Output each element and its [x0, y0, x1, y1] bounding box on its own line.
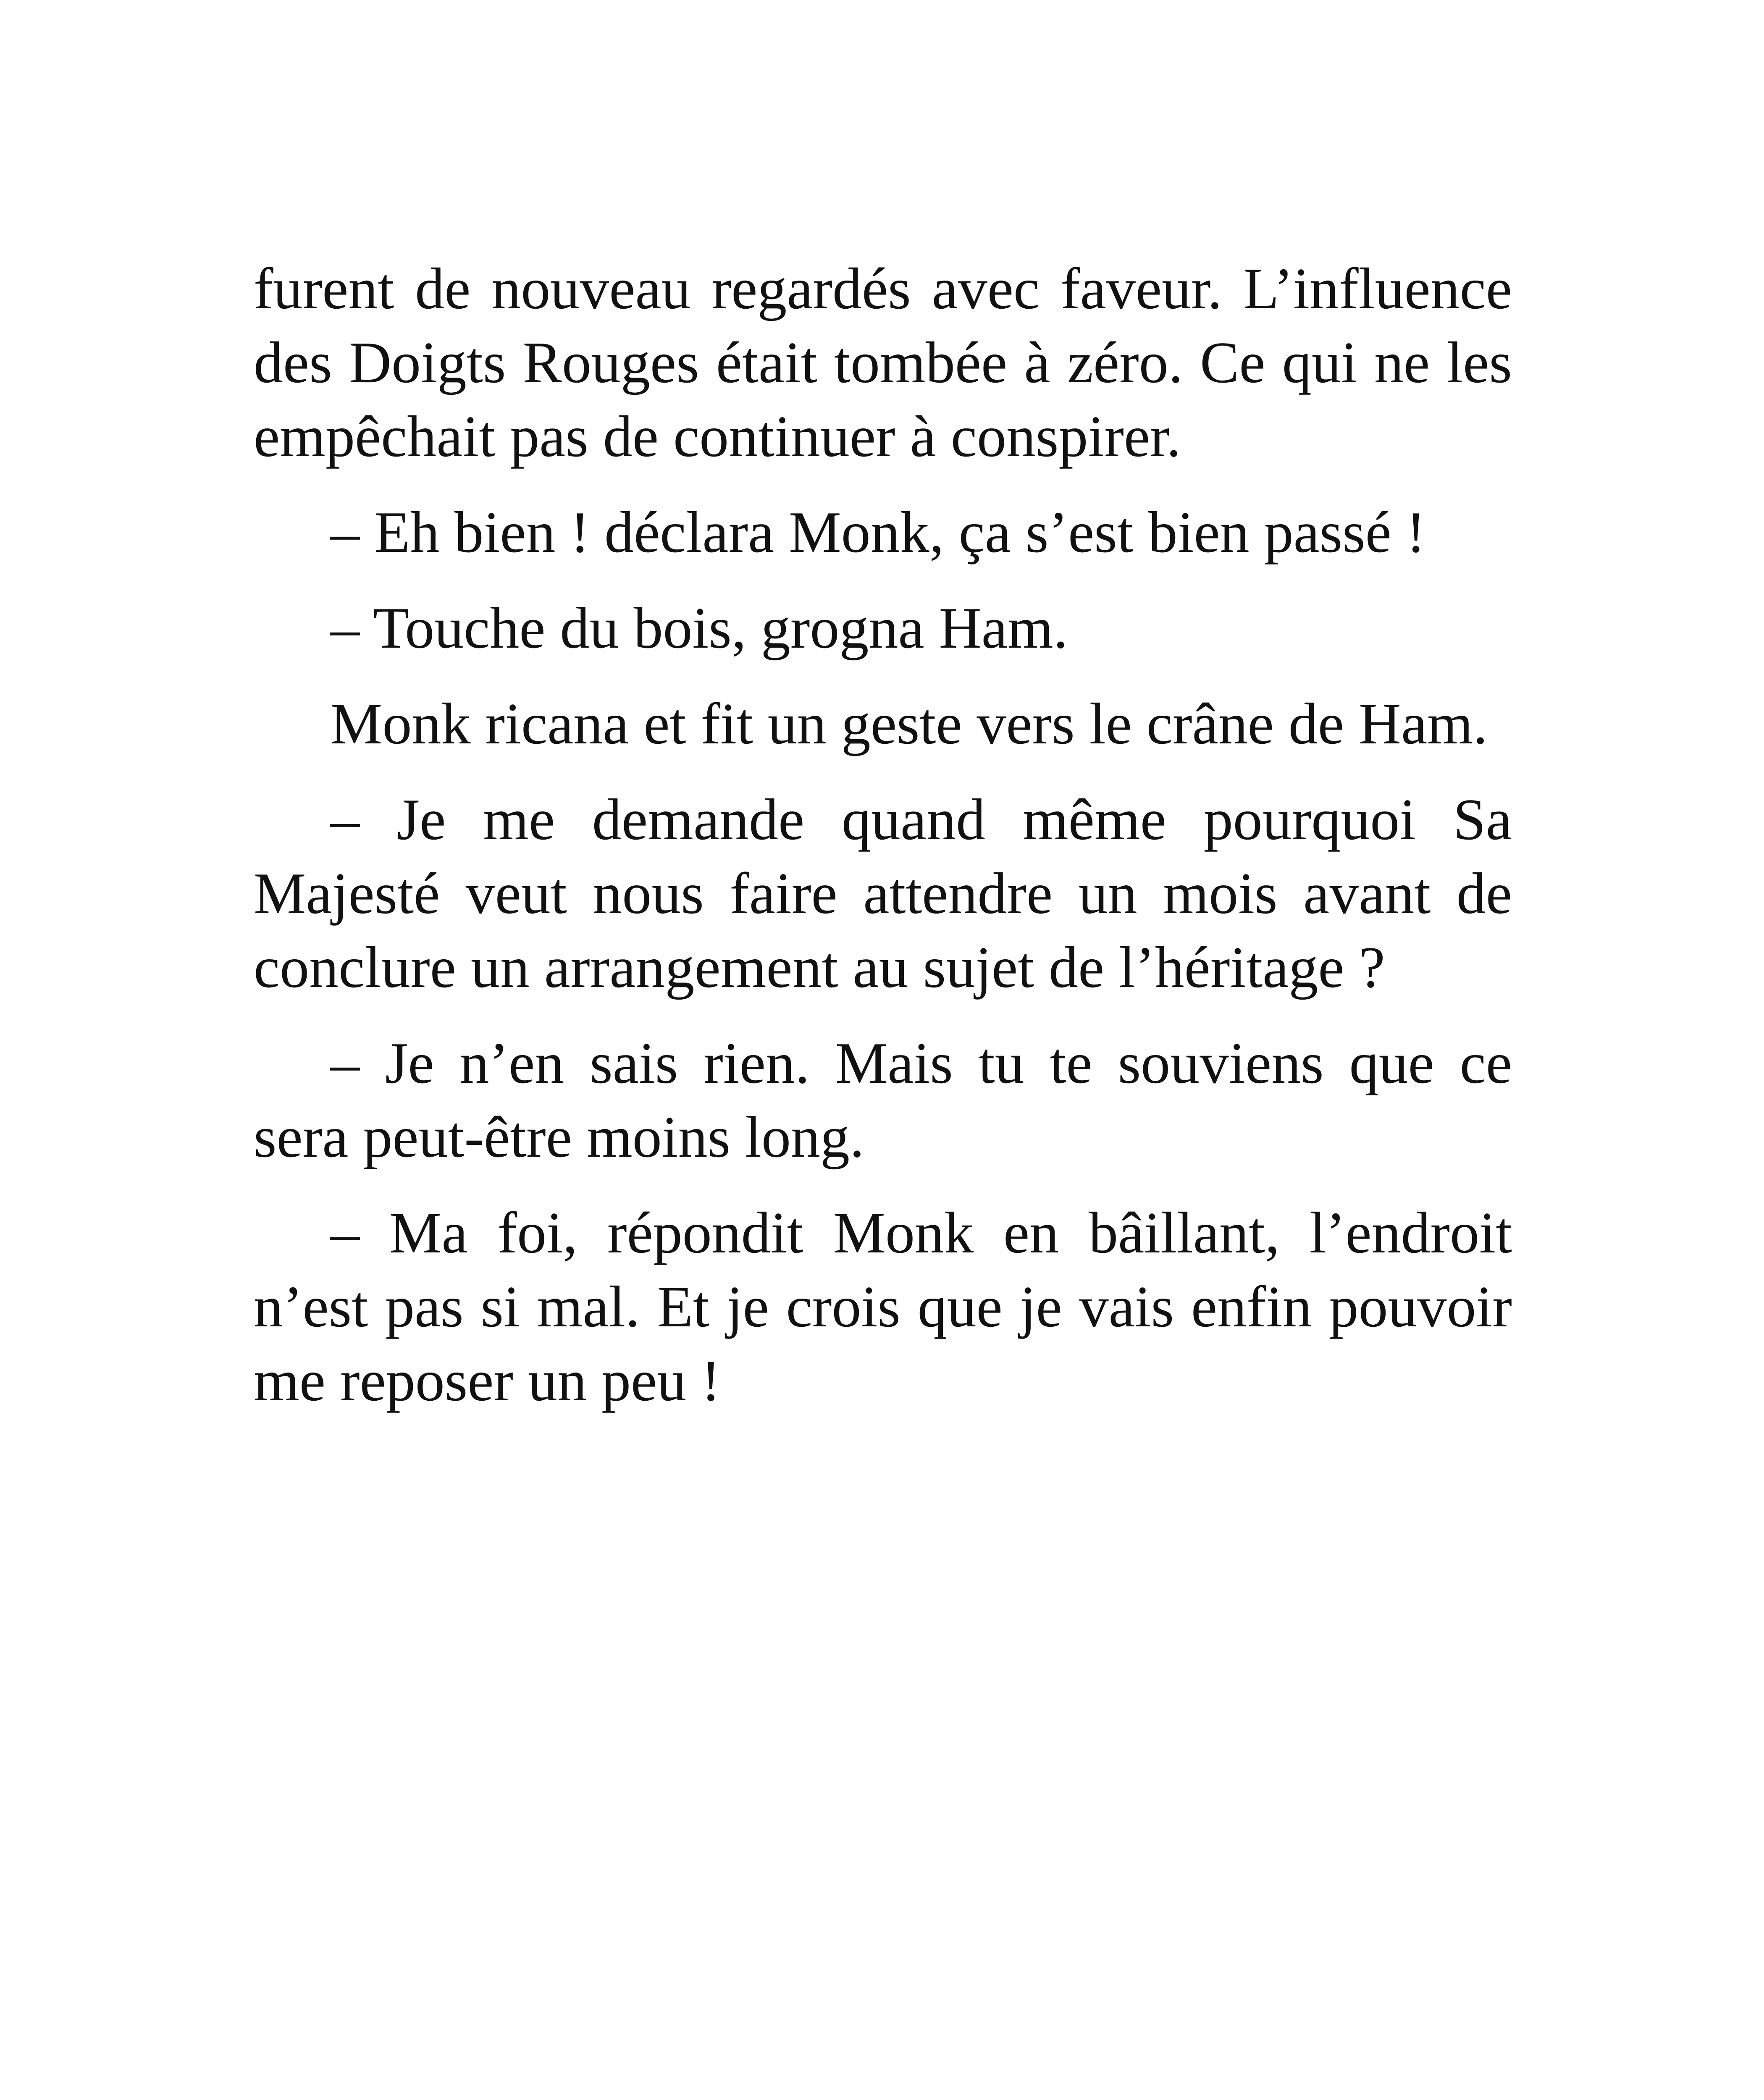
- paragraph-continuation: furent de nouveau regardés avec faveur. L’influence des Doigts Rouges était tombée à zéro. Ce qui ne les empêchait pas de continuer à conspirer.: [254, 256, 1512, 469]
- dialogue-line: – Eh bien ! déclara Monk, ça s’est bien passé !: [330, 500, 1426, 565]
- dialogue-line: – Touche du bois, grogna Ham.: [330, 596, 1068, 661]
- dialogue-line: – Ma foi, répondit Monk en bâillant, l’endroit n’est pas si mal. Et je crois que je vais enfin pouvoir me reposer un peu !: [254, 1200, 1512, 1413]
- dialogue-line: – Je me demande quand même pourquoi Sa Majesté veut nous faire attendre un mois avant de conclure un arrangement au sujet de l’héritage ?: [254, 787, 1512, 1000]
- dialogue-line: – Je n’en sais rien. Mais tu te souviens que ce sera peut-être moins long.: [254, 1031, 1512, 1170]
- body-text: [254, 252, 1512, 1440]
- narration-paragraph: Monk ricana et fit un geste vers le crâne de Ham.: [330, 691, 1488, 756]
